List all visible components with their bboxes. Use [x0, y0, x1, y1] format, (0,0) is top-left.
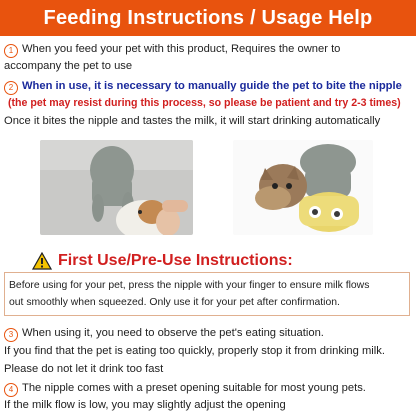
step-3-text-2: If you find that the pet is eating too quickly, properly stop it from drinking milk.	[4, 345, 385, 357]
photo-kitten-yellow-bottle-image	[233, 140, 373, 235]
step-4-number: 4	[4, 383, 18, 397]
step-1-line-2	[4, 59, 414, 73]
header-title: Feeding Instructions / Usage Help	[43, 7, 373, 29]
notice-line-2: out smoothly when squeezed. Only use it for your pet after confirmation.	[9, 297, 340, 308]
step-4-line-2	[4, 398, 414, 412]
step-2-line-1	[4, 79, 414, 95]
page-header	[0, 0, 416, 36]
step-2-red-text: (the pet may resist during this process, so please be patient and try 2-3 times)	[8, 97, 401, 109]
step-1-line-1	[4, 42, 414, 58]
step-4-text-1: The nipple comes with a preset opening suitable for most young pets.	[22, 382, 366, 394]
step-2-line-3	[4, 114, 414, 128]
photo-kitten-gray-bottle	[40, 140, 193, 235]
step-3-line-1	[4, 326, 414, 342]
warning-icon	[32, 252, 52, 270]
photo-kitten-yellow-bottle	[233, 140, 373, 235]
step-3-line-3	[4, 362, 414, 376]
step-1-text-2: accompany the pet to use	[4, 60, 133, 72]
step-2-number: 2	[4, 81, 18, 95]
step-2-bold-text: When in use, it is necessary to manually guide the pet to bite the nipple	[22, 80, 402, 92]
photo-kitten-gray-bottle-image	[40, 140, 193, 235]
step-3-line-2	[4, 344, 414, 358]
notice-line-1: Before using for your pet, press the nipple with your finger to ensure milk flows	[9, 280, 370, 291]
step-4-line-1	[4, 381, 414, 397]
step-3-text-1: When using it, you need to observe the pet's eating situation.	[22, 327, 324, 339]
step-1-number: 1	[4, 44, 18, 58]
step-3-number: 3	[4, 328, 18, 342]
step-2-line-2	[8, 96, 414, 110]
notice-heading	[32, 252, 293, 270]
step-3-text-3: Please do not let it drink too fast	[4, 363, 164, 375]
notice-title: First Use/Pre-Use Instructions:	[58, 252, 293, 269]
step-4-text-2: If the milk flow is low, you may slightly adjust the opening	[4, 399, 286, 411]
notice-box	[4, 272, 410, 316]
step-2-text-3: Once it bites the nipple and tastes the milk, it will start drinking automatically	[4, 115, 381, 127]
step-1-text-1: When you feed your pet with this product, Requires the owner to	[22, 43, 341, 55]
